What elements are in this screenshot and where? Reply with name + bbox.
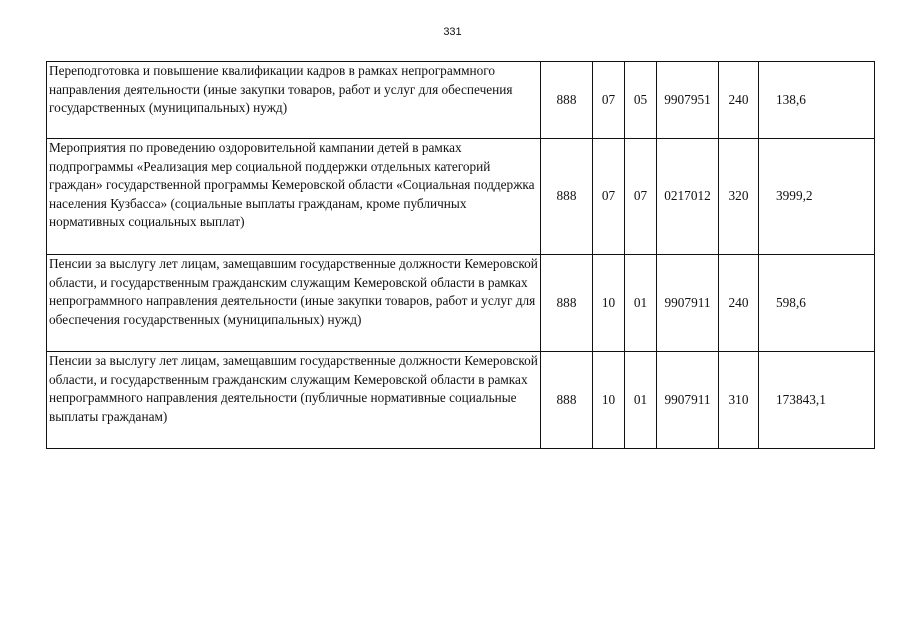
target-article-code: 9907951	[657, 62, 719, 139]
subsection-code: 01	[625, 255, 657, 352]
expense-description: Пенсии за выслугу лет лицам, замещавшим государственные должности Кемеровской области, и государственным гражданским служащим Кемеровской области в рамках непрограммного направления деятельности (публичные нормативные социальные выплаты гражданам)	[47, 352, 541, 449]
ministry-code: 888	[541, 352, 593, 449]
amount: 173843,1	[759, 352, 875, 449]
expense-type-code: 240	[719, 62, 759, 139]
budget-table	[46, 61, 875, 449]
subsection-code: 01	[625, 352, 657, 449]
expense-type-code: 240	[719, 255, 759, 352]
subsection-code: 05	[625, 62, 657, 139]
section-code: 10	[593, 352, 625, 449]
amount: 3999,2	[759, 139, 875, 255]
amount: 598,6	[759, 255, 875, 352]
target-article-code: 9907911	[657, 352, 719, 449]
section-code: 07	[593, 62, 625, 139]
section-code: 10	[593, 255, 625, 352]
expense-type-code: 320	[719, 139, 759, 255]
subsection-code: 07	[625, 139, 657, 255]
table-row	[47, 352, 875, 449]
expense-type-code: 310	[719, 352, 759, 449]
table-row	[47, 255, 875, 352]
expense-description: Мероприятия по проведению оздоровительной кампании детей в рамках подпрограммы «Реализация мер социальной поддержки отдельных категорий граждан» государственной программы Кемеровской области «Социальная поддержка населения Кузбасса» (социальные выплаты гражданам, кроме публичных нормативных социальных выплат)	[47, 139, 541, 255]
section-code: 07	[593, 139, 625, 255]
target-article-code: 0217012	[657, 139, 719, 255]
table-row	[47, 62, 875, 139]
amount: 138,6	[759, 62, 875, 139]
ministry-code: 888	[541, 255, 593, 352]
expense-description: Пенсии за выслугу лет лицам, замещавшим государственные должности Кемеровской области, и государственным гражданским служащим Кемеровской области в рамках непрограммного направления деятельности (иные закупки товаров, работ и услуг для обеспечения государственных (муниципальных) нужд)	[47, 255, 541, 352]
table-row	[47, 139, 875, 255]
ministry-code: 888	[541, 139, 593, 255]
ministry-code: 888	[541, 62, 593, 139]
page-number: 331	[443, 26, 462, 38]
expense-description: Переподготовка и повышение квалификации кадров в рамках непрограммного направления деятельности (иные закупки товаров, работ и услуг для обеспечения государственных (муниципальных) нужд)	[47, 62, 541, 139]
target-article-code: 9907911	[657, 255, 719, 352]
